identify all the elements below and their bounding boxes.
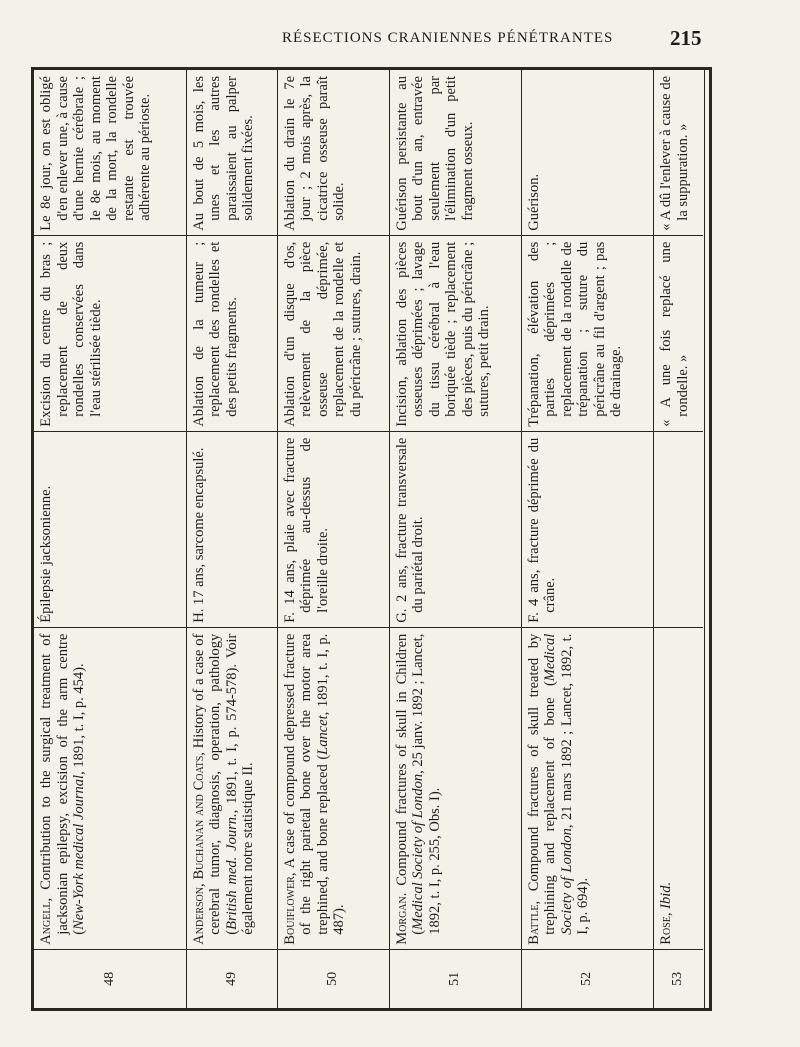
journal: Medical Society of London	[542, 633, 575, 935]
reference-cell	[277, 627, 389, 949]
operation-cell: Ablation d'un disque d'os, relèvement de la pièce osseuse déprimée, replacement de la rondelle et du péricrâne ; sutures, drain.	[277, 235, 389, 431]
reference-cell	[34, 627, 186, 949]
page-number: 215	[670, 26, 702, 50]
author: Anderson, Buchanan and Coats,	[190, 752, 207, 945]
reference-text: Compound fractures of skull in Children (	[393, 633, 427, 935]
journal: New-York medical Journal	[71, 774, 87, 930]
table-frame	[31, 67, 712, 1011]
operation-cell: Ablation de la tumeur ; replacement des rondelles et des petits fragments.	[186, 235, 277, 431]
case-number: 53	[654, 949, 703, 1008]
author: Morgan.	[393, 892, 410, 945]
author: Rose,	[658, 912, 675, 945]
result-cell: Guérison persistante au bout d'un an, entravée seulement par l'élimination d'un petit fragment osseux.	[389, 70, 521, 235]
case-number: 50	[277, 949, 389, 1008]
operation-cell: Trépanation, élévation des parties déprimées ; replacement de la rondelle de trépanation ; suture du péricrâne au fil d'argent ; pas de drainage.	[521, 235, 653, 431]
table-row	[521, 70, 653, 1008]
reference-cell	[389, 627, 521, 949]
reference-tail: , 1891, t. I, p. 574-578). Voir également notre statistique II.	[223, 633, 257, 935]
table-row	[277, 70, 389, 1008]
result-cell: Ablation du drain le 7e jour ; 2 mois après, la cicatrice osseuse paraît solide.	[277, 70, 389, 235]
reference-text: Compound fractures of skull treated by trephining and replacement of bone (	[525, 633, 559, 935]
reference-text: A case of compound depressed fracture of the right parietal bone over the motor area trephined, and bone replaced (	[281, 633, 331, 935]
patient-cell: G. 2 ans, fracture transversale du pariétal droit.	[389, 431, 521, 627]
result-cell: « A dû l'enlever à cause de la suppuration. »	[654, 70, 703, 235]
table-row	[654, 70, 703, 1008]
case-number: 51	[389, 949, 521, 1008]
reference-text: Contribution to the surgical treatment of jacksonian epilepsy, excision of the arm centre (	[38, 633, 87, 935]
reference-cell	[654, 627, 703, 949]
reference-tail: , 1891, t. I, p. 454).	[71, 663, 87, 775]
running-title: RÉSECTIONS CRANIENNES PÉNÉTRANTES	[282, 30, 614, 46]
cases-table	[34, 70, 703, 1008]
table-row	[34, 70, 186, 1008]
journal: Lancet	[314, 715, 331, 755]
author: Bouiflower,	[281, 872, 298, 945]
author: Angell,	[38, 897, 54, 945]
reference-cell	[186, 627, 277, 949]
result-cell: Au bout de 5 mois, les unes et les autres paraissaient au palper solidement fixées.	[186, 70, 277, 235]
case-number: 52	[521, 949, 653, 1008]
journal: Medical Society of London	[410, 773, 427, 930]
patient-cell: Épilepsie jacksonienne.	[34, 431, 186, 627]
operation-cell: Incision, ablation des pièces osseuses déprimées ; lavage du tissu cérébral à l'eau boriquée tiède ; replacement des pièces, puis du péricrâne ; sutures, petit drain.	[389, 235, 521, 431]
rotated-table-container	[34, 70, 709, 1008]
result-cell: Le 8e jour, on est obligé d'en enlever une, à cause d'une hernie cérébrale ; le 8e mois, au moment de la mort, la rondelle restante est trouvée adhérente au périoste.	[34, 70, 186, 235]
operation-cell: « A une fois replacé une rondelle. »	[654, 235, 703, 431]
journal: British med. Journ.	[223, 813, 240, 930]
result-cell: Guérison.	[521, 70, 653, 235]
author: Battle,	[525, 900, 542, 945]
table-row	[186, 70, 277, 1008]
patient-cell	[654, 431, 703, 627]
patient-cell: H. 17 ans, sarcome encapsulé.	[186, 431, 277, 627]
patient-cell: F. 4 ans, fracture déprimée du crâne.	[521, 431, 653, 627]
patient-cell: F. 14 ans, plaie avec fracture déprimée au-dessus de l'oreille droite.	[277, 431, 389, 627]
case-number: 49	[186, 949, 277, 1008]
reference-tail: , 25 janv. 1892 ; Lancet, 1892, t. I, p. 255, Obs. I).	[410, 633, 443, 935]
operation-cell: Excision du centre du bras ; replacement de deux rondelles conservées dans l'eau stérilisée tiède.	[34, 235, 186, 431]
table-row	[389, 70, 521, 1008]
reference-tail: , 21 mars 1892 ; Lancet, 1892, t. I, p. 694).	[558, 633, 592, 935]
case-number: 48	[34, 949, 186, 1008]
reference-cell	[521, 627, 653, 949]
reference-tail: , 1891, t. I, p. 487).	[314, 633, 348, 935]
reference-text: History of a case of cerebral tumor, diagnosis, operation, pathology (	[190, 633, 240, 935]
journal: Ibid.	[658, 881, 675, 909]
running-head	[0, 28, 800, 56]
